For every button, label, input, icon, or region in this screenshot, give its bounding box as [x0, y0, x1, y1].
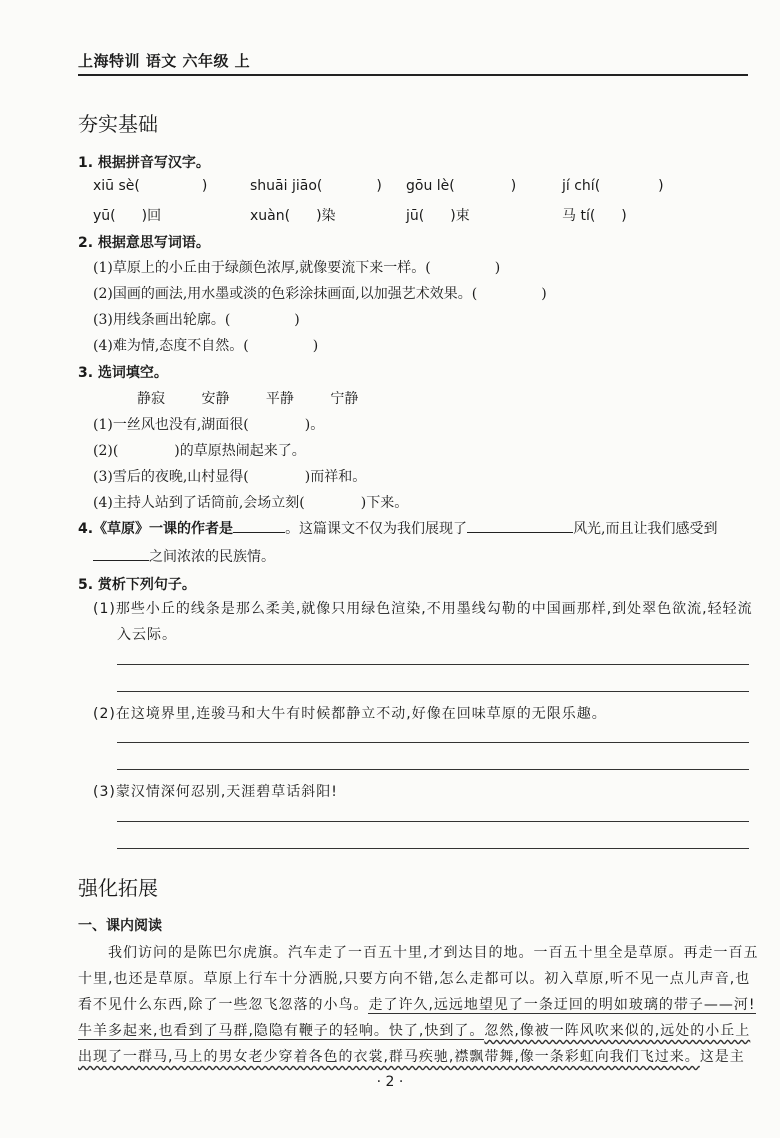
wavy-underlined-sentence: 忽然,像被一阵风吹来似的,远处的小丘上 [484, 1023, 751, 1039]
q3-word-bank: 静寂 安静 平静 宁静 [137, 391, 359, 407]
passage-line-5: 出现了一群马,马上的男女老少穿着各色的衣裳,群马疾驰,襟飘带舞,像一条彩虹向我们飞过来。这是主 [78, 1049, 745, 1065]
question-4: 4.《草原》一课的作者是 。这篇课文不仅为我们展现了 风光,而且让我们感受到 [78, 518, 718, 538]
q5-sentence-3: (3)蒙汉情深何忍别,天涯碧草话斜阳! [93, 784, 338, 800]
q5-sentence-1: (1)那些小丘的线条是那么柔美,就像只用绿色渲染,不用墨线勾勒的中国画那样,到处翠色欲流,轻轻流 [93, 601, 753, 617]
page-header [78, 50, 748, 76]
q2-item-3: (3)用线条画出轮廓。( ) [93, 312, 300, 328]
q3-item-1: (1)一丝风也没有,湖面很( )。 [93, 417, 325, 433]
q3-item-3: (3)雪后的夜晚,山村显得( )而祥和。 [93, 469, 367, 485]
pinyin-row-1: xiū sè( ) [93, 178, 208, 194]
q5-sentence-2: (2)在这境界里,连骏马和大牛有时候都静立不动,好像在回味草原的无限乐趣。 [93, 706, 607, 722]
answer-line[interactable] [117, 769, 749, 770]
q3-item-4: (4)主持人站到了话筒前,会场立刻( )下来。 [93, 495, 409, 511]
answer-line[interactable] [117, 742, 749, 743]
workbook-page: 上海特训 语文 六年级 上 夯实基础 1. 根据拼音写汉字。 xiū sè( ) shuāi jiāo( ) gōu lè( ) jí chí( ) yū( )回 xuàn( )染 jū( )束 马 tí( ) 2. 根据意思写词语。 (1)草原上的小丘由于绿颜色浓厚,就像要流下来一样。( ) (2)国画的画法,用水墨或淡的色彩涂抹画面,以加强艺术效果。( ) (3)用线条画出轮廓。( ) (4)难为情,态度不自然。( ) 3. 选词填空。 静寂 安静 平静 宁静 (1)一丝风也没有,湖面很( )。 (2)( )的草原热闹起来了。 (3)雪后的夜晚,山村显得( )而祥和。 (4)主持人站到了话筒前,会场立刻( )下来。 4.《草原》一课的作者是 。这篇课文不仅为我们展现了 风光,而且让我们感受到 之间浓浓的民族情。 5. 赏析下列句子。 (1)那些小丘的线条是那么柔美,就像只用绿色渲染,不用墨线勾勒的中国画那样,到处翠色欲流,轻轻流 入云际。 (2)在这境界里,连骏马和大牛有时候都静立不动,好像在回味草原的无限乐趣。 (3)蒙汉情深何忍别,天涯碧草话斜阳! 强化拓展 一、课内阅读 我们访问的是陈巴尔虎旗。汽车走了一百五十里,才到达目的地。一百五十里全是草原。再走一百五 十里,也还是草原。草原上行车十分洒脱,只要方向不错,怎么走都可以。初入草原,听不见一点儿声音,也 看不见什么东西,除了一些忽飞忽落的小鸟。走了许久,远远地望见了一条迂回的明如玻璃的带子——河! 牛羊多起来,也看到了马群,隐隐有鞭子的轻响。快了,快到了。忽然,像被一阵风吹来似的,远处的小丘上 出现了一群马,马上的男女老少穿着各色的衣裳,群马疾驰,襟飘带舞,像一条彩虹向我们飞过来。这是主 · 2 · [0, 0, 780, 1138]
question-2-title: 2. 根据意思写词语。 [78, 235, 210, 251]
pinyin-row-2: yū( )回 [93, 208, 162, 224]
passage-line-3: 看不见什么东西,除了一些忽飞忽落的小鸟。走了许久,远远地望见了一条迂回的明如玻璃的带子——河! [78, 997, 756, 1013]
answer-line[interactable] [117, 664, 749, 665]
answer-line[interactable] [117, 691, 749, 692]
question-5-title: 5. 赏析下列句子。 [78, 577, 196, 593]
underlined-sentence: 走了许久,远远地望见了一条迂回的明如玻璃的带子——河! [368, 997, 756, 1013]
section-title-basics: 夯实基础 [78, 112, 158, 136]
page-number: · 2 · [376, 1074, 404, 1090]
reading-subtitle: 一、课内阅读 [78, 918, 162, 934]
answer-line[interactable] [117, 821, 749, 822]
section-title-extension: 强化拓展 [78, 876, 158, 900]
answer-line[interactable] [117, 848, 749, 849]
question-3-title: 3. 选词填空。 [78, 365, 168, 381]
q2-item-1: (1)草原上的小丘由于绿颜色浓厚,就像要流下来一样。( ) [93, 260, 501, 276]
q2-item-2: (2)国画的画法,用水墨或淡的色彩涂抹画面,以加强艺术效果。( ) [93, 286, 547, 302]
passage-line-4: 牛羊多起来,也看到了马群,隐隐有鞭子的轻响。快了,快到了。忽然,像被一阵风吹来似的,远处的小丘上 [78, 1023, 751, 1039]
passage-line-2: 十里,也还是草原。草原上行车十分洒脱,只要方向不错,怎么走都可以。初入草原,听不见一点儿声音,也 [78, 971, 751, 987]
q2-item-4: (4)难为情,态度不自然。( ) [93, 338, 319, 354]
header-title: 上海特训 语文 六年级 上 [78, 52, 251, 70]
question-1-title: 1. 根据拼音写汉字。 [78, 155, 210, 171]
q3-item-2: (2)( )的草原热闹起来了。 [93, 443, 306, 459]
passage-line-1: 我们访问的是陈巴尔虎旗。汽车走了一百五十里,才到达目的地。一百五十里全是草原。再走一百五 [108, 945, 759, 961]
